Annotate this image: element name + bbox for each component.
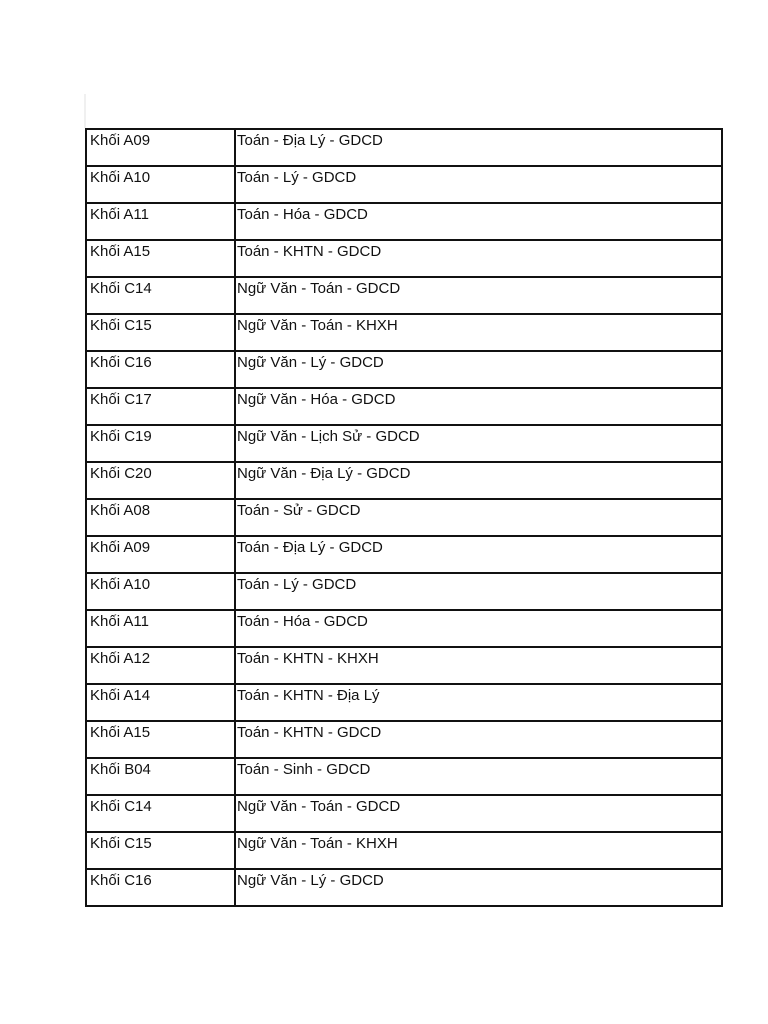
table-row xyxy=(86,462,722,499)
khoi-cell: Khối C14 xyxy=(86,277,235,314)
table-row xyxy=(86,314,722,351)
table-row xyxy=(86,795,722,832)
khoi-cell: Khối A09 xyxy=(86,536,235,573)
khoi-cell: Khối C16 xyxy=(86,869,235,906)
khoi-cell: Khối C19 xyxy=(86,425,235,462)
subjects-cell: Ngữ Văn - Địa Lý - GDCD xyxy=(235,462,722,499)
subjects-cell: Ngữ Văn - Lý - GDCD xyxy=(235,351,722,388)
table-row xyxy=(86,277,722,314)
khoi-cell: Khối A12 xyxy=(86,647,235,684)
subjects-cell: Ngữ Văn - Lý - GDCD xyxy=(235,869,722,906)
khoi-cell: Khối A11 xyxy=(86,203,235,240)
subjects-cell: Toán - KHTN - KHXH xyxy=(235,647,722,684)
subjects-cell: Toán - KHTN - Địa Lý xyxy=(235,684,722,721)
khoi-cell: Khối A14 xyxy=(86,684,235,721)
khoi-cell: Khối B04 xyxy=(86,758,235,795)
subjects-cell: Toán - Địa Lý - GDCD xyxy=(235,536,722,573)
table-row xyxy=(86,388,722,425)
table-row xyxy=(86,832,722,869)
page-margin-mark xyxy=(84,94,86,128)
subjects-cell: Toán - KHTN - GDCD xyxy=(235,721,722,758)
table-row xyxy=(86,240,722,277)
subjects-cell: Toán - Lý - GDCD xyxy=(235,573,722,610)
table-row xyxy=(86,869,722,906)
table-row xyxy=(86,499,722,536)
khoi-cell: Khối A09 xyxy=(86,129,235,166)
subjects-cell: Toán - Lý - GDCD xyxy=(235,166,722,203)
table-row xyxy=(86,758,722,795)
khoi-cell: Khối A11 xyxy=(86,610,235,647)
subjects-cell: Ngữ Văn - Hóa - GDCD xyxy=(235,388,722,425)
table-row xyxy=(86,166,722,203)
khoi-cell: Khối A10 xyxy=(86,573,235,610)
table-row xyxy=(86,647,722,684)
table-row xyxy=(86,536,722,573)
table-row xyxy=(86,610,722,647)
subjects-cell: Toán - Sử - GDCD xyxy=(235,499,722,536)
table-row xyxy=(86,129,722,166)
table-body xyxy=(86,129,722,906)
khoi-cell: Khối A10 xyxy=(86,166,235,203)
subject-combination-table xyxy=(85,128,723,907)
table-row xyxy=(86,425,722,462)
subjects-cell: Ngữ Văn - Lịch Sử - GDCD xyxy=(235,425,722,462)
khoi-cell: Khối C16 xyxy=(86,351,235,388)
subjects-cell: Toán - KHTN - GDCD xyxy=(235,240,722,277)
khoi-cell: Khối A15 xyxy=(86,721,235,758)
table-row xyxy=(86,203,722,240)
khoi-cell: Khối C15 xyxy=(86,314,235,351)
khoi-cell: Khối C20 xyxy=(86,462,235,499)
subjects-cell: Ngữ Văn - Toán - GDCD xyxy=(235,795,722,832)
subjects-cell: Ngữ Văn - Toán - KHXH xyxy=(235,314,722,351)
subjects-cell: Ngữ Văn - Toán - KHXH xyxy=(235,832,722,869)
table-row xyxy=(86,684,722,721)
subjects-cell: Toán - Sinh - GDCD xyxy=(235,758,722,795)
table-row xyxy=(86,351,722,388)
table-row xyxy=(86,573,722,610)
khoi-cell: Khối C17 xyxy=(86,388,235,425)
khoi-cell: Khối C14 xyxy=(86,795,235,832)
subjects-cell: Ngữ Văn - Toán - GDCD xyxy=(235,277,722,314)
table-row xyxy=(86,721,722,758)
subjects-cell: Toán - Địa Lý - GDCD xyxy=(235,129,722,166)
khoi-cell: Khối A15 xyxy=(86,240,235,277)
subjects-cell: Toán - Hóa - GDCD xyxy=(235,203,722,240)
khoi-cell: Khối A08 xyxy=(86,499,235,536)
subjects-cell: Toán - Hóa - GDCD xyxy=(235,610,722,647)
khoi-cell: Khối C15 xyxy=(86,832,235,869)
